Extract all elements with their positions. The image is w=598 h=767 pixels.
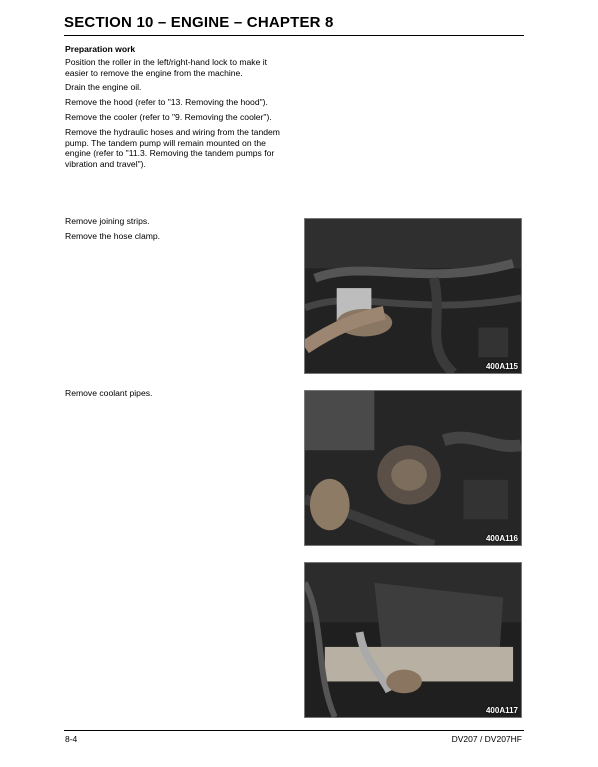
photo-engine-underside [304,562,522,718]
photo-code: 400A116 [485,534,518,543]
step-text [65,388,290,403]
preparation-heading: Preparation work [65,44,136,54]
step-line: Remove coolant pipes. [65,388,153,398]
model-name: DV207 / DV207HF [451,734,522,744]
prep-paragraph: Drain the engine oil. [65,82,142,93]
page-title: SECTION 10 – ENGINE – CHAPTER 8 [64,14,334,31]
prep-paragraph: Position the roller in the left/right-hand lock to make it easier to remove the engine from the machine. [65,56,268,78]
photo-code: 400A115 [485,362,518,371]
photo-code: 400A117 [485,706,518,715]
preparation-section [65,44,290,174]
prep-paragraph: Remove the hood (refer to "13. Removing the hood"). [65,97,268,108]
photo-engine-hoses [304,218,522,374]
footer-rule [64,730,524,731]
step-line: Remove the hose clamp. [65,230,161,241]
step-line: Remove joining strips. [65,216,150,226]
title-rule [64,35,524,36]
step-text [65,216,290,246]
prep-paragraph: Remove the cooler (refer to "9. Removing the cooler"). [65,111,272,122]
page-number: 8-4 [65,734,78,744]
prep-paragraph: Remove the hydraulic hoses and wiring from the tandem pump. The tandem pump will remain mounted on the engine (refer to "11.3. Removing the tandem pumps for vibration and travel"). [65,126,280,170]
photo-coolant-pipes [304,390,522,546]
